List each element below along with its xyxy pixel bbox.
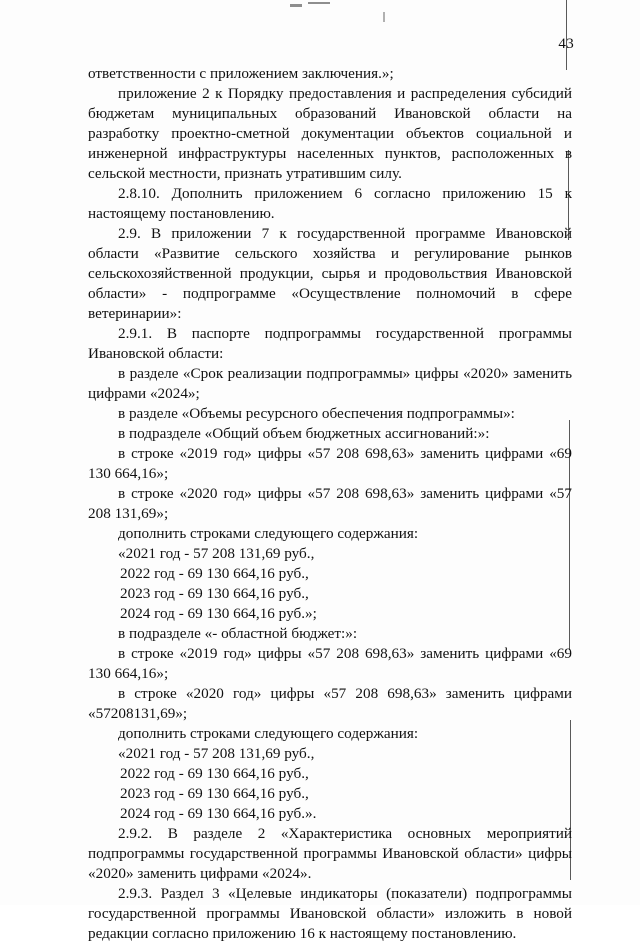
paragraph: в строке «2020 год» цифры «57 208 698,63» заменить цифрами «57208131,69»;: [88, 685, 572, 722]
paragraph: 2023 год - 69 130 664,16 руб.,: [120, 785, 309, 802]
paragraph: 2022 год - 69 130 664,16 руб.,: [120, 765, 309, 782]
paragraph: в строке «2019 год» цифры «57 208 698,63» заменить цифрами «69 130 664,16»;: [88, 445, 572, 482]
page-number: 43: [558, 36, 574, 52]
paragraph: в разделе «Срок реализации подпрограммы» цифры «2020» заменить цифрами «2024»;: [88, 365, 572, 402]
paragraph: в строке «2020 год» цифры «57 208 698,63» заменить цифрами «57 208 131,69»;: [88, 485, 572, 522]
paragraph: 2022 год - 69 130 664,16 руб.,: [120, 565, 309, 582]
paragraph: приложение 2 к Порядку предоставления и распределения субсидий бюджетам муниципальных образований Ивановской области на разработку проектно-сметной документации объектов социальной и инженерной инфраструктуры населенных пунктов, расположенных в сельской местности, признать утратившим силу.: [88, 85, 572, 182]
paragraph: 2.8.10. Дополнить приложением 6 согласно приложению 15 к настоящему постановлению.: [88, 185, 572, 222]
paragraph: дополнить строками следующего содержания:: [118, 725, 419, 742]
paragraph: 2.9. В приложении 7 к государственной программе Ивановской области «Развитие сельского хозяйства и регулирование рынков сельскохозяйственной продукции, сырья и продовольствия Ивановской области» - подпрограмме «Осуществление полномочий в сфере ветеринарии»:: [88, 225, 572, 322]
margin-scan-line: [566, 0, 567, 70]
paragraph: в подразделе «Общий объем бюджетных ассигнований:»:: [118, 425, 490, 442]
paragraph: дополнить строками следующего содержания:: [118, 525, 419, 542]
scan-artifact: [383, 12, 385, 22]
paragraph: в подразделе «- областной бюджет:»:: [118, 625, 358, 642]
paragraph: «2021 год - 57 208 131,69 руб.,: [118, 545, 315, 562]
paragraph: 2.9.3. Раздел 3 «Целевые индикаторы (показатели) подпрограммы государственной программы Ивановской области» изложить в новой редакции согласно приложению 16 к настоящему постановлению.: [88, 885, 572, 942]
paragraph: 2024 год - 69 130 664,16 руб.»;: [120, 605, 317, 622]
paragraph: в разделе «Объемы ресурсного обеспечения подпрограммы»:: [118, 405, 515, 422]
paragraph: в строке «2019 год» цифры «57 208 698,63» заменить цифрами «69 130 664,16»;: [88, 645, 572, 682]
paragraph: ответственности с приложением заключения.»;: [88, 65, 394, 82]
paragraph: 2.9.2. В разделе 2 «Характеристика основных мероприятий подпрограммы государственной программы Ивановской области» цифры «2020» заменить цифрами «2024».: [88, 825, 572, 882]
paragraph: «2021 год - 57 208 131,69 руб.,: [118, 745, 315, 762]
scan-artifact: [290, 4, 302, 7]
paragraph: 2.9.1. В паспорте подпрограммы государственной программы Ивановской области:: [88, 325, 572, 362]
document-body: [88, 64, 572, 944]
paragraph: 2023 год - 69 130 664,16 руб.,: [120, 585, 309, 602]
paragraph: 2024 год - 69 130 664,16 руб.».: [120, 805, 317, 822]
scan-artifact: [308, 2, 330, 4]
